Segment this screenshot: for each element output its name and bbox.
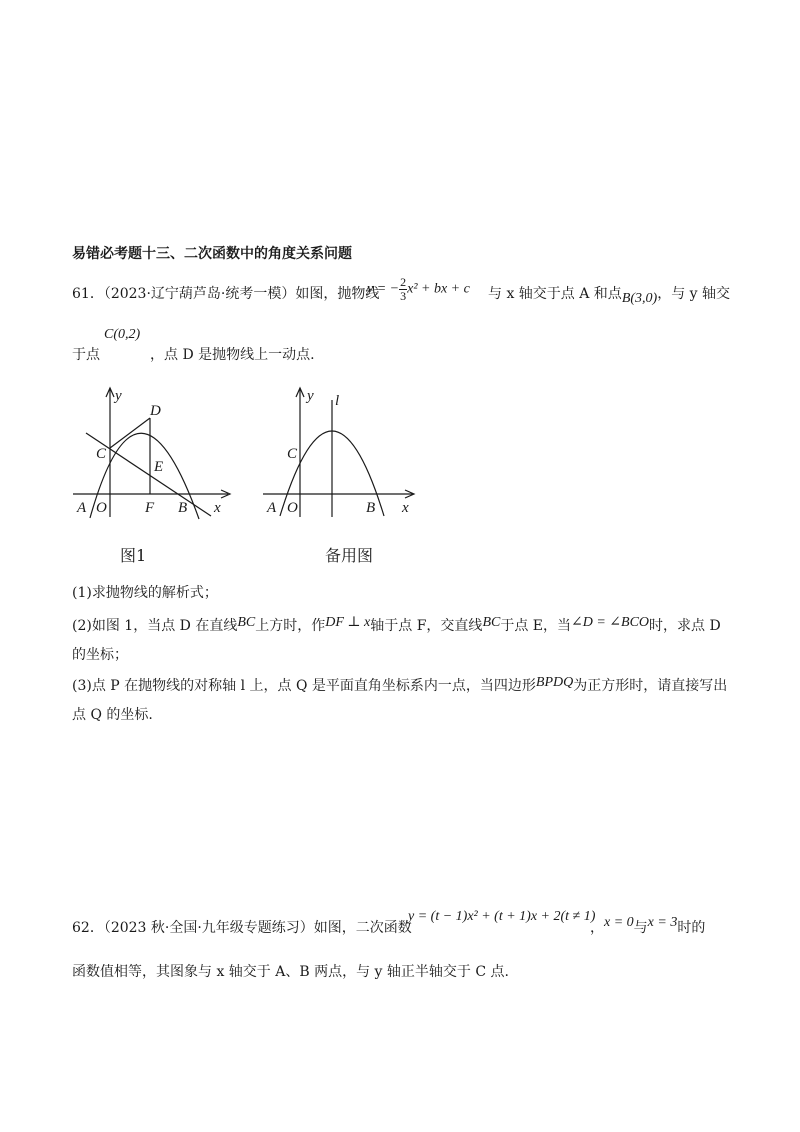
label-x: x: [214, 500, 221, 516]
fraction-numerator: 2: [400, 275, 407, 289]
label-c: C: [96, 446, 107, 462]
q3-text-b: 为正方形时，请直接写出: [573, 678, 728, 694]
label-y: y: [307, 388, 314, 404]
section-title: 易错必考题十三、二次函数中的角度关系问题: [72, 246, 352, 262]
label-a: A: [267, 500, 277, 516]
label-d: D: [150, 403, 161, 419]
equation-rest: x² + bx + c: [407, 281, 470, 297]
quadratic-equation: y = (t − 1)x² + (t + 1)x + 2(t ≠ 1): [408, 909, 596, 924]
parabola-equation: [367, 276, 470, 303]
equation-y: y = −: [367, 281, 400, 297]
text-intersect-x: 与 x 轴交于点 A 和点: [488, 286, 622, 302]
label-l: l: [335, 393, 340, 409]
question-3-line-1: [72, 677, 727, 696]
problem-number: 62．: [72, 920, 104, 936]
q2-angle-condition: ∠D = ∠BCO: [571, 615, 650, 630]
q3-quadrilateral: BPDQ: [535, 675, 574, 690]
problem-source: （2023 秋·全国·九年级专题练习）如图，二次函数: [103, 920, 412, 936]
q2-line-bc: BC: [237, 615, 256, 630]
problem-61-line-2-b: ，点 D 是抛物线上一动点.: [150, 347, 315, 363]
figure-1-graph: [68, 382, 248, 522]
figure-2-graph: [258, 382, 438, 522]
text-when: 时的: [677, 920, 706, 936]
x-equals-0: x = 0: [604, 915, 634, 930]
q2-line-bc-2: BC: [482, 615, 501, 630]
point-b-coord: B(3,0): [621, 291, 658, 306]
q2-text-e: 时，求点 D: [649, 618, 721, 634]
q2-text-d: 于点 E，当: [500, 618, 571, 634]
problem-62-line-1-b: [590, 915, 706, 938]
q3-text-a: (3)点 P 在抛物线的对称轴 l 上，点 Q 是平面直角坐标系内一点，当四边形: [72, 678, 536, 694]
problem-62-line-2: 函数值相等，其图象与 x 轴交于 A、B 两点，与 y 轴正半轴交于 C 点.: [72, 964, 509, 980]
x-equals-3: x = 3: [647, 915, 678, 930]
question-2-line-1: [72, 617, 721, 636]
point-c-coord: C(0,2): [104, 327, 141, 342]
label-c: C: [287, 446, 298, 462]
q2-text-a: (2)如图 1，当点 D 在直线: [72, 618, 238, 634]
q2-df-perp-x: DF ⊥ x: [325, 615, 371, 630]
q2-text-c: 轴于点 F，交直线: [370, 618, 483, 634]
question-3-line-2: 点 Q 的坐标.: [72, 707, 153, 723]
problem-number: 61．: [72, 286, 104, 302]
figure-1-caption: 图1: [120, 546, 147, 565]
label-b: B: [366, 500, 376, 516]
label-o: O: [96, 500, 107, 516]
problem-61-line-1-b: [488, 285, 730, 304]
text-with: 与: [633, 920, 648, 936]
question-2-line-2: 的坐标；: [72, 647, 128, 663]
figure-2-caption: 备用图: [325, 546, 374, 565]
q2-text-b: 上方时，作: [255, 618, 326, 634]
label-x: x: [402, 500, 409, 516]
label-f: F: [145, 500, 155, 516]
label-a: A: [77, 500, 87, 516]
text-at-point: 于点: [72, 347, 100, 363]
comma: ，: [590, 920, 604, 936]
text-intersect-y: ，与 y 轴交: [657, 286, 731, 302]
label-y: y: [115, 388, 122, 404]
problem-61-line-2: [72, 346, 100, 364]
equation-fraction: [399, 276, 407, 303]
fraction-denominator: 3: [400, 289, 407, 303]
problem-61-line-1: [72, 285, 379, 303]
label-e: E: [154, 459, 164, 475]
label-b: B: [178, 500, 188, 516]
label-o: O: [287, 500, 298, 516]
problem-62-line-1: [72, 919, 412, 937]
problem-source: （2023·辽宁葫芦岛·统考一模）如图，抛物线: [103, 286, 380, 302]
question-1: (1)求抛物线的解析式；: [72, 585, 218, 601]
